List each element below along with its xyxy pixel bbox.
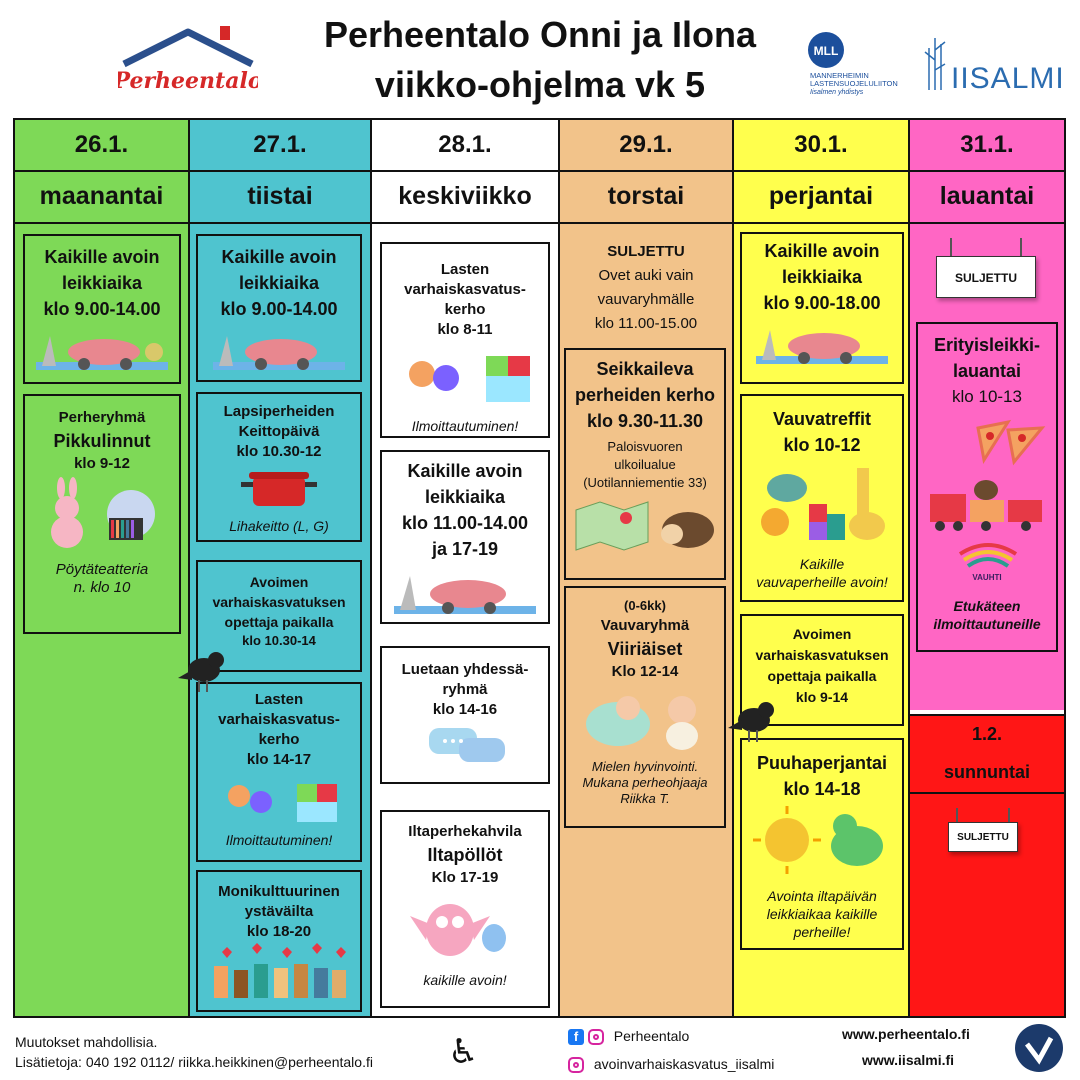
event-line: Keittopäivä	[238, 423, 320, 440]
toy-car-icon	[390, 562, 540, 618]
event-note: Paloisvuoren	[607, 439, 683, 454]
event-line: varhaiskasvatus-	[404, 281, 526, 298]
event-line: klo 9.00-18.00	[763, 293, 881, 313]
title-line-2: viikko-ohjelma vk 5	[374, 64, 706, 105]
thursday-closed-note	[560, 240, 732, 336]
day-monday: maanantai	[15, 172, 188, 224]
event-note: kaikille avoin!	[423, 972, 507, 988]
event-note: ilmoittautuneille	[933, 616, 1041, 632]
event-line: opettaja paikalla	[224, 614, 334, 630]
event-note: n. klo 10	[73, 579, 131, 596]
toy-car-icon	[752, 316, 892, 368]
svg-text:MLL: MLL	[813, 44, 839, 58]
event-line: Erityisleikki-	[933, 335, 1041, 355]
event-note: Riikka T.	[620, 791, 670, 806]
event-line: klo 9.00-14.00	[220, 299, 338, 319]
event-line: leikkiaika	[424, 487, 506, 507]
column-thursday	[560, 120, 734, 1016]
toy-car-icon	[209, 322, 349, 374]
event-line: (0-6kk)	[624, 598, 666, 613]
instagram-link[interactable]	[568, 1056, 774, 1073]
event-line: Vauvatreffit	[772, 409, 872, 429]
event-note: (Uotilanniementie 33)	[583, 475, 707, 490]
title-line-1: Perheentalo Onni ja Ilona	[323, 14, 757, 55]
day-thursday: torstai	[560, 172, 732, 224]
event-line: Kaikille avoin	[221, 247, 337, 267]
event-line: perheiden kerho	[574, 385, 716, 405]
event-line: klo 10-12	[783, 435, 861, 455]
event-line: klo 9.00-14.00	[43, 299, 161, 319]
column-tuesday	[190, 120, 372, 1016]
day-sunday: sunnuntai	[910, 750, 1064, 794]
footer	[0, 1018, 1080, 1080]
magpie-bird-icon	[724, 690, 780, 746]
event-line: ystäväilta	[244, 903, 314, 920]
event-line: leikkiaika	[781, 267, 863, 287]
event-line: klo 9-12	[74, 455, 130, 472]
event-mon-open-play	[23, 234, 181, 384]
magpie-bird-icon	[174, 640, 230, 696]
hands-and-blocks-icon	[390, 340, 540, 410]
event-note: Mukana perheohjaaja	[582, 775, 708, 790]
event-line: Lasten	[254, 691, 304, 708]
date-sunday: 1.2.	[971, 724, 1003, 744]
event-line: klo 9.30-11.30	[586, 411, 704, 431]
event-note: Kaikille	[799, 556, 845, 572]
day-wednesday: keskiviikko	[372, 172, 558, 224]
event-line: Lasten	[440, 261, 490, 278]
babies-icon	[570, 682, 720, 752]
contact-info: Lisätietoja: 040 192 0112/ riikka.heikkinen@perheentalo.fi	[15, 1054, 373, 1070]
date-monday: 26.1.	[15, 120, 188, 172]
facebook-label: Perheentalo	[613, 1028, 690, 1044]
event-fri-open-play	[740, 232, 904, 384]
event-mon-family-group	[23, 394, 181, 634]
event-line: klo 11.00-14.00	[401, 513, 529, 533]
event-note: Avointa iltapäivän	[767, 888, 877, 904]
event-wed-reading-group	[380, 646, 550, 784]
perheentalo-website-link[interactable]: www.perheentalo.fi	[842, 1026, 970, 1042]
day-saturday: lauantai	[910, 172, 1064, 224]
closed-sign: SULJETTU	[948, 822, 1018, 852]
event-line: SULJETTU	[607, 243, 685, 260]
event-note: perheille!	[793, 924, 851, 940]
event-line: Kaikille avoin	[407, 461, 523, 481]
event-note: Pöytäteatteria	[55, 561, 149, 578]
date-wednesday: 28.1.	[372, 120, 558, 172]
svg-text:IISALMI: IISALMI	[951, 62, 1065, 95]
wheelchair-icon: ♿	[448, 1033, 479, 1071]
event-line: Avoimen	[249, 574, 309, 590]
svg-text:Iisalmen yhdistys: Iisalmen yhdistys	[810, 89, 864, 96]
column-sunday	[910, 714, 1064, 1016]
header	[0, 0, 1080, 118]
sign-string	[1020, 238, 1022, 256]
event-line: klo 18-20	[246, 923, 312, 940]
event-line: Viiriäiset	[607, 639, 683, 659]
event-sat-special-play	[916, 322, 1058, 652]
date-tuesday: 27.1.	[190, 120, 370, 172]
event-line: klo 9-14	[795, 689, 849, 705]
date-thursday: 29.1.	[560, 120, 732, 172]
event-line: Klo 17-19	[431, 869, 499, 886]
event-tue-soup-day	[196, 392, 362, 542]
vauhti-logo-text: VAUHTI	[972, 573, 1002, 582]
event-line: ja 17-19	[431, 539, 499, 559]
event-wed-open-play	[380, 450, 550, 624]
instagram-label: avoinvarhaiskasvatus_iisalmi	[593, 1056, 775, 1072]
event-note: Mielen hyvinvointi.	[591, 759, 699, 774]
perheentalo-logo	[118, 22, 258, 102]
event-line: Pikkulinnut	[53, 431, 151, 451]
column-friday	[734, 120, 910, 1016]
event-thu-baby-group	[564, 586, 726, 828]
svg-text:MANNERHEIMIN: MANNERHEIMIN	[810, 71, 869, 80]
closed-sign: SULJETTU	[936, 256, 1036, 298]
event-line: kerho	[444, 301, 486, 318]
event-tue-kids-club	[196, 682, 362, 862]
event-line: klo 14-18	[783, 779, 861, 799]
sun-and-dinosaur-icon	[747, 802, 897, 880]
day-tuesday: tiistai	[190, 172, 370, 224]
event-line: Puuhaperjantai	[756, 753, 888, 773]
facebook-icon: f	[568, 1029, 584, 1045]
page-title	[250, 10, 830, 110]
partner-badge-icon	[1015, 1024, 1063, 1072]
event-line: klo 10-13	[952, 387, 1022, 406]
event-note: Lihakeitto (L, G)	[229, 518, 329, 534]
event-note: Ilmoittautuminen!	[411, 418, 519, 434]
event-line: vauvaryhmälle	[597, 291, 695, 308]
event-note: Etukäteen	[953, 598, 1021, 614]
event-line: lauantai	[952, 361, 1022, 381]
event-note: ulkoilualue	[614, 457, 676, 472]
event-wed-evening-cafe	[380, 810, 550, 1008]
event-line: Vauvaryhmä	[600, 617, 690, 634]
mll-logo	[800, 30, 900, 100]
week-grid	[13, 118, 1066, 1018]
event-line: Ovet auki vain	[598, 267, 694, 284]
event-line: klo 10.30-12	[236, 443, 322, 460]
event-line: Iltapöllöt	[427, 845, 503, 865]
event-thu-adventure-club	[564, 348, 726, 580]
event-line: varhaiskasvatuksen	[212, 594, 346, 610]
event-note: leikkiaikaa kaikille	[766, 906, 878, 922]
event-line: Lapsiperheiden	[223, 403, 335, 420]
event-line: Kaikille avoin	[44, 247, 160, 267]
event-note: vauvaperheille avoin!	[756, 574, 888, 590]
map-and-hedgehog-icon	[570, 492, 720, 552]
event-line: klo 14-16	[432, 701, 498, 718]
svg-text:LASTENSUOJELULIITON: LASTENSUOJELULIITON	[810, 79, 898, 88]
event-wed-kids-club	[380, 242, 550, 438]
toy-animals-icon	[747, 458, 897, 548]
event-line: Monikulttuurinen	[218, 883, 340, 900]
event-line: klo 10.30-14	[242, 633, 316, 648]
svg-text:Perheentalo: Perheentalo	[118, 68, 258, 94]
event-line: ryhmä	[442, 681, 488, 698]
column-wednesday	[372, 120, 560, 1016]
event-line: varhaiskasvatuksen	[755, 647, 889, 663]
event-fri-baby-meetup	[740, 394, 904, 602]
event-line: leikkiaika	[61, 273, 143, 293]
pizza-train-vauhti-icon	[922, 410, 1052, 590]
facebook-link[interactable]	[568, 1028, 689, 1045]
instagram-icon	[588, 1029, 604, 1045]
toy-car-icon	[32, 322, 172, 374]
date-friday: 30.1.	[734, 120, 908, 172]
event-line: klo 14-17	[246, 751, 312, 768]
column-monday	[15, 120, 190, 1016]
sign-string	[950, 238, 952, 256]
instagram-icon	[568, 1057, 584, 1073]
event-fri-activity-friday	[740, 738, 904, 950]
raised-hands-hearts-icon	[204, 942, 354, 998]
hands-and-blocks-icon	[209, 770, 349, 824]
event-tue-multicultural	[196, 870, 362, 1012]
event-note: Ilmoittautuminen!	[225, 832, 333, 848]
event-line: Perheryhmä	[58, 409, 146, 426]
day-friday: perjantai	[734, 172, 908, 224]
chat-bubbles-icon	[415, 720, 515, 770]
event-tue-open-play	[196, 234, 362, 382]
event-line: klo 11.00-15.00	[594, 315, 698, 332]
event-line: Seikkaileva	[596, 359, 694, 379]
owls-icon	[390, 888, 540, 964]
column-saturday	[910, 120, 1064, 710]
event-line: Luetaan yhdessä-	[401, 661, 529, 678]
event-line: Klo 12-14	[611, 663, 679, 680]
event-line: opettaja paikalla	[767, 668, 877, 684]
event-line: Iltaperhekahvila	[408, 823, 522, 840]
soup-pot-icon	[239, 462, 319, 510]
event-line: leikkiaika	[238, 273, 320, 293]
bunny-and-crayons-icon	[27, 474, 177, 554]
changes-note: Muutokset mahdollisia.	[15, 1034, 158, 1050]
iisalmi-website-link[interactable]: www.iisalmi.fi	[862, 1052, 955, 1068]
iisalmi-logo	[915, 30, 1065, 100]
event-line: Kaikille avoin	[764, 241, 880, 261]
event-line: varhaiskasvatus-	[218, 711, 340, 728]
event-line: kerho	[258, 731, 300, 748]
event-line: klo 8-11	[437, 321, 493, 338]
event-line: Avoimen	[792, 626, 852, 642]
date-saturday: 31.1.	[910, 120, 1064, 172]
